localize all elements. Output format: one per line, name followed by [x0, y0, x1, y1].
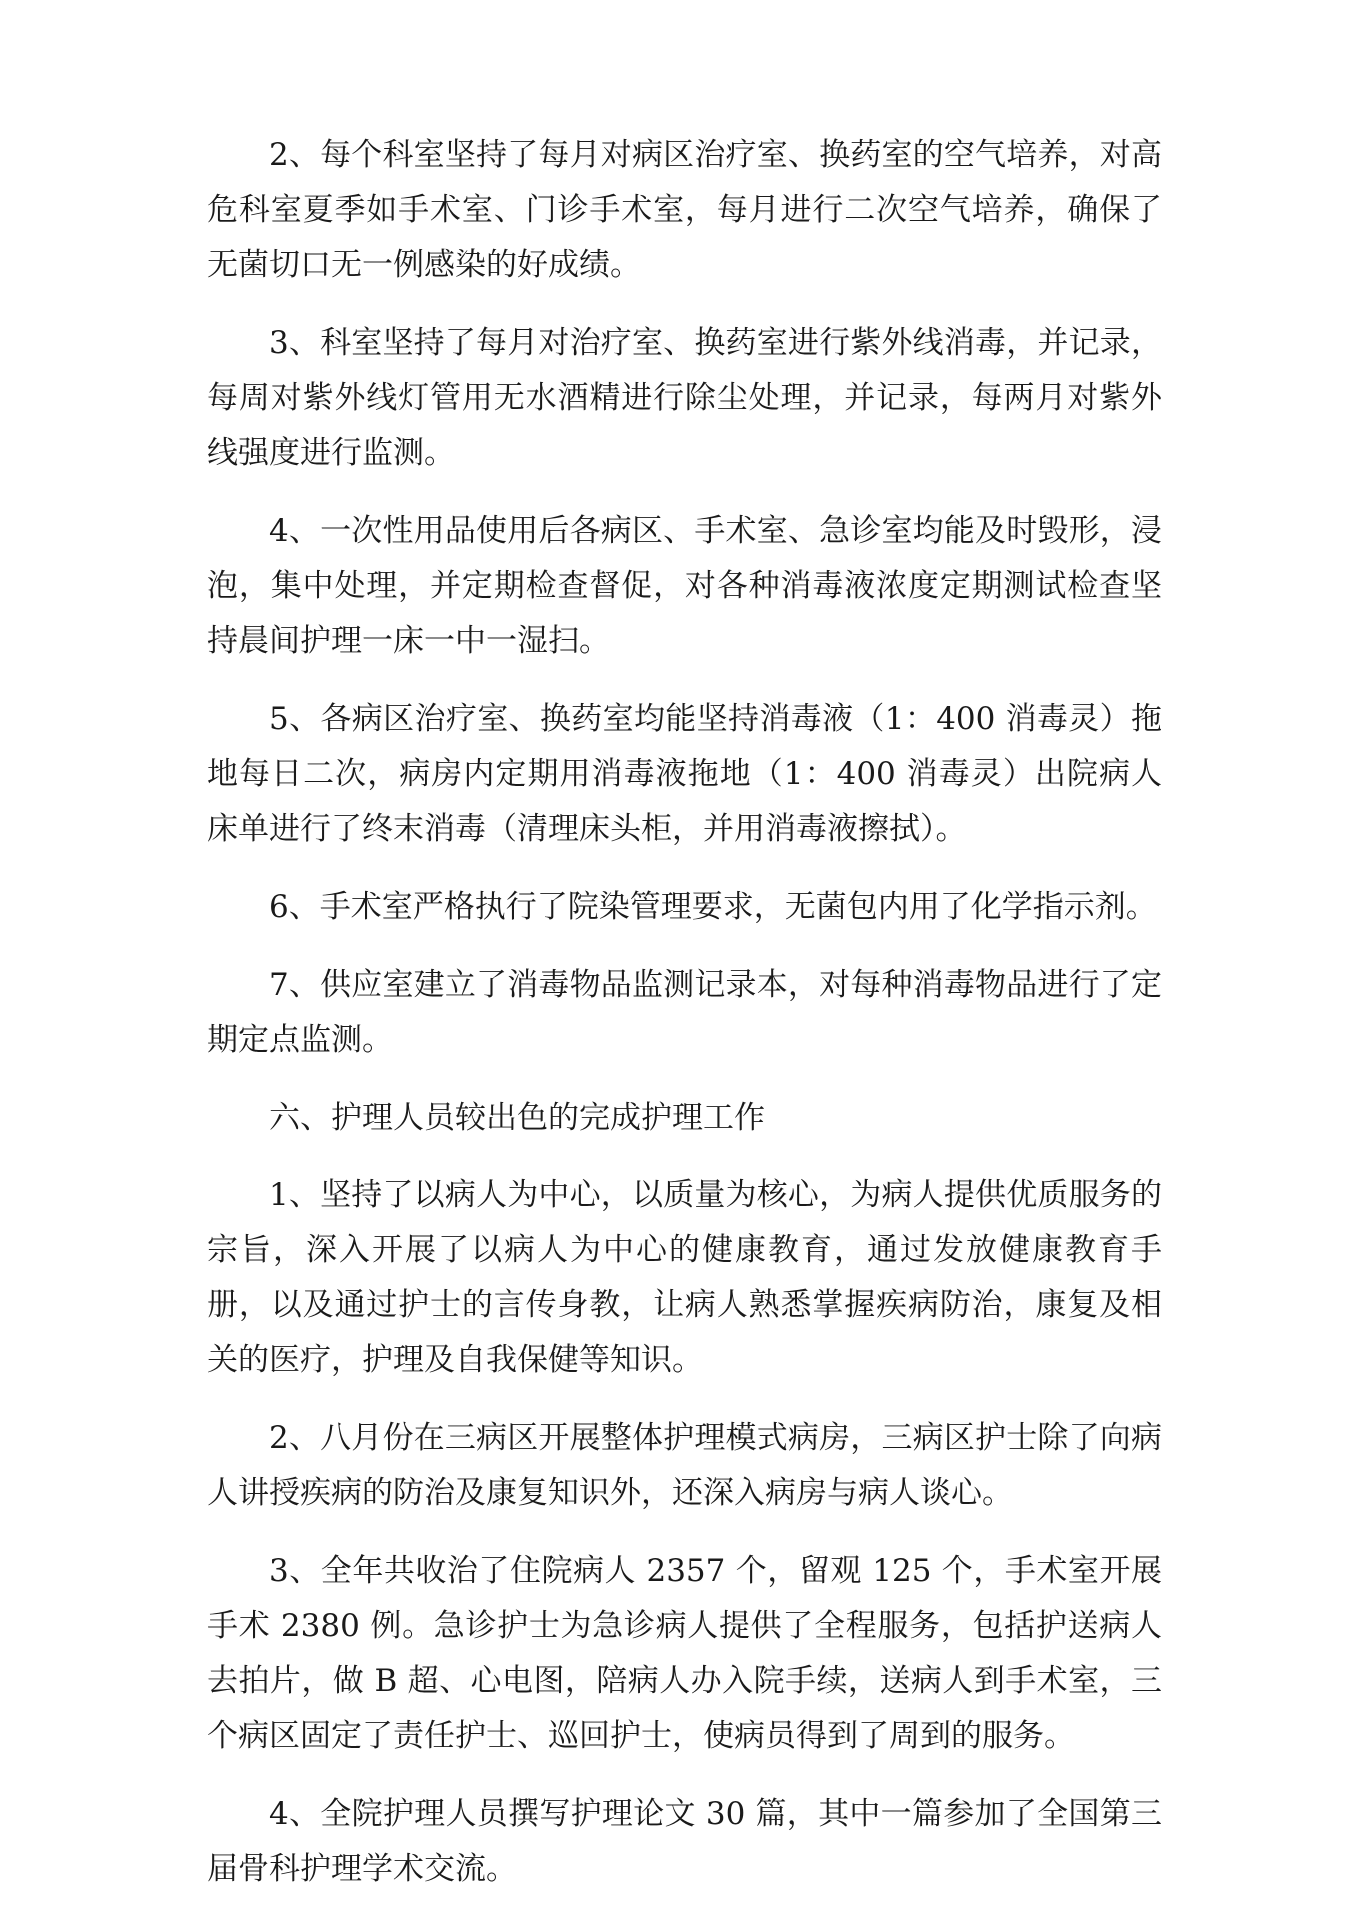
paragraph-4-disposables: 4、一次性用品使用后各病区、手术室、急诊室均能及时毁形，浸泡，集中处理，并定期检查督促，对各种消毒液浓度定期测试检查坚持晨间护理一床一中一湿扫。 [207, 513, 1162, 659]
paragraph-7-supply-room: 7、供应室建立了消毒物品监测记录本，对每种消毒物品进行了定期定点监测。 [207, 967, 1162, 1058]
paragraph-6-operating-room: 6、手术室严格执行了院染管理要求，无菌包内用了化学指示剂。 [269, 889, 1157, 925]
paragraph-1-patient-centered: 1、坚持了以病人为中心，以质量为核心，为病人提供优质服务的宗旨，深入开展了以病人为中心的健康教育，通过发放健康教育手册，以及通过护士的言传身教，让病人熟悉掌握疾病防治，康复及相关的医疗，护理及自我保健等知识。 [207, 1177, 1162, 1378]
section-heading-six: 六、护理人员较出色的完成护理工作 [269, 1100, 765, 1136]
paragraph-2-holistic-nursing: 2、八月份在三病区开展整体护理模式病房，三病区护士除了向病人讲授疾病的防治及康复知识外，还深入病房与病人谈心。 [207, 1420, 1162, 1511]
paragraph-3-annual-statistics: 3、全年共收治了住院病人 2357 个，留观 125 个，手术室开展手术 2380 例。急诊护士为急诊病人提供了全程服务，包括护送病人去拍片，做 B 超、心电图，陪病人办入院手续，送病人到手术室，三个病区固定了责任护士、巡回护士，使病员得到了周到的服务。 [207, 1553, 1162, 1754]
paragraph-3-uv-disinfection: 3、科室坚持了每月对治疗室、换药室进行紫外线消毒，并记录，每周对紫外线灯管用无水酒精进行除尘处理，并记录，每两月对紫外线强度进行监测。 [207, 325, 1162, 471]
paragraph-5-floor-disinfection: 5、各病区治疗室、换药室均能坚持消毒液（1：400 消毒灵）拖地每日二次，病房内定期用消毒液拖地（1：400 消毒灵）出院病人床单进行了终末消毒（清理床头柜，并用消毒液擦拭）。 [207, 701, 1162, 847]
paragraph-2-air-culture: 2、每个科室坚持了每月对病区治疗室、换药室的空气培养，对高危科室夏季如手术室、门诊手术室，每月进行二次空气培养，确保了无菌切口无一例感染的好成绩。 [207, 137, 1162, 283]
paragraph-4-papers: 4、全院护理人员撰写护理论文 30 篇，其中一篇参加了全国第三届骨科护理学术交流。 [207, 1796, 1162, 1887]
document-body [207, 128, 1162, 1920]
